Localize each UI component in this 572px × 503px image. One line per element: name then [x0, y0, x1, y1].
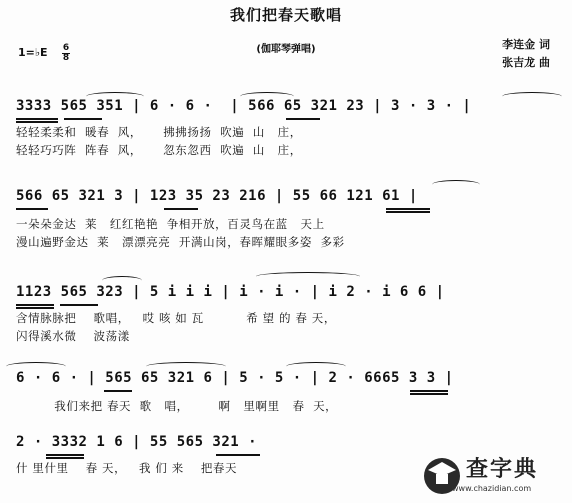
beam	[410, 390, 448, 392]
tie	[256, 272, 360, 281]
beam	[216, 454, 260, 456]
meter-bottom: 8	[62, 53, 70, 63]
watermark-url: www.chazidian.com	[452, 484, 532, 493]
lyric-verse-1: 什 里什里 春 天， 我 们 来 把春天	[16, 461, 238, 475]
notation-line: 1123 565 323 | 5 i i i | i · i · | i 2 · i 6 6 |	[16, 284, 445, 300]
notation-line: 6 · 6 · | 565 65 321 6 | 5 · 5 · | 2 · 6665 3 3 |	[16, 370, 454, 386]
lyric-verse-2: 轻轻巧巧阵 阵春 风， 忽东忽西 吹遍 山 庄，	[16, 143, 302, 157]
notation-line: 3333 565 351 | 6 · 6 · | 566 65 321 23 | 3 · 3 · |	[16, 98, 472, 114]
beam	[164, 208, 198, 210]
beam	[16, 307, 54, 309]
lyric-verse-1: 含情脉脉把 歌唱， 哎 咳 如 瓦 希 望 的 春 天，	[16, 311, 336, 325]
beam	[104, 390, 132, 392]
beam	[286, 118, 320, 120]
beam	[386, 211, 430, 213]
meter-top: 6	[62, 43, 70, 53]
lyric-verse-2: 闪得溪水微 波荡漾	[16, 329, 130, 343]
beam	[64, 118, 102, 120]
performance-note: (伽耶琴弹唱)	[256, 44, 316, 55]
beam	[386, 208, 430, 210]
lyricist-credit: 李连金 词	[502, 38, 550, 51]
lyric-verse-1: 我们来把 春天 歌 唱， 啊 里啊里 春 天，	[16, 399, 338, 413]
time-signature	[62, 44, 70, 63]
key-signature: 1=♭E	[18, 46, 48, 59]
beam	[46, 454, 84, 456]
composer-credit: 张吉龙 曲	[502, 56, 550, 69]
notation-line: 566 65 321 3 | 123 35 23 216 | 55 66 121 61 |	[16, 188, 418, 204]
song-title: 我们把春天歌唱	[229, 6, 342, 24]
watermark-site: 查字典	[466, 457, 539, 482]
lyric-verse-1: 一朵朵金达 莱 红红艳艳 争相开放，百灵鸟在蓝 天上	[16, 217, 325, 231]
beam	[60, 304, 98, 306]
beam	[16, 208, 48, 210]
beam	[410, 393, 448, 395]
beam	[16, 121, 58, 123]
beam	[16, 118, 58, 120]
beam	[16, 304, 54, 306]
beam	[46, 457, 84, 459]
notation-line: 2 · 3332 1 6 | 55 565 321 ·	[16, 434, 258, 450]
lyric-verse-2: 漫山遍野金达 莱 漂漂亮亮 开满山岗，春晖耀眼多姿 多彩	[16, 235, 345, 249]
lyric-verse-1: 轻轻柔柔和 暖春 风， 拂拂扬扬 吹遍 山 庄，	[16, 125, 302, 139]
